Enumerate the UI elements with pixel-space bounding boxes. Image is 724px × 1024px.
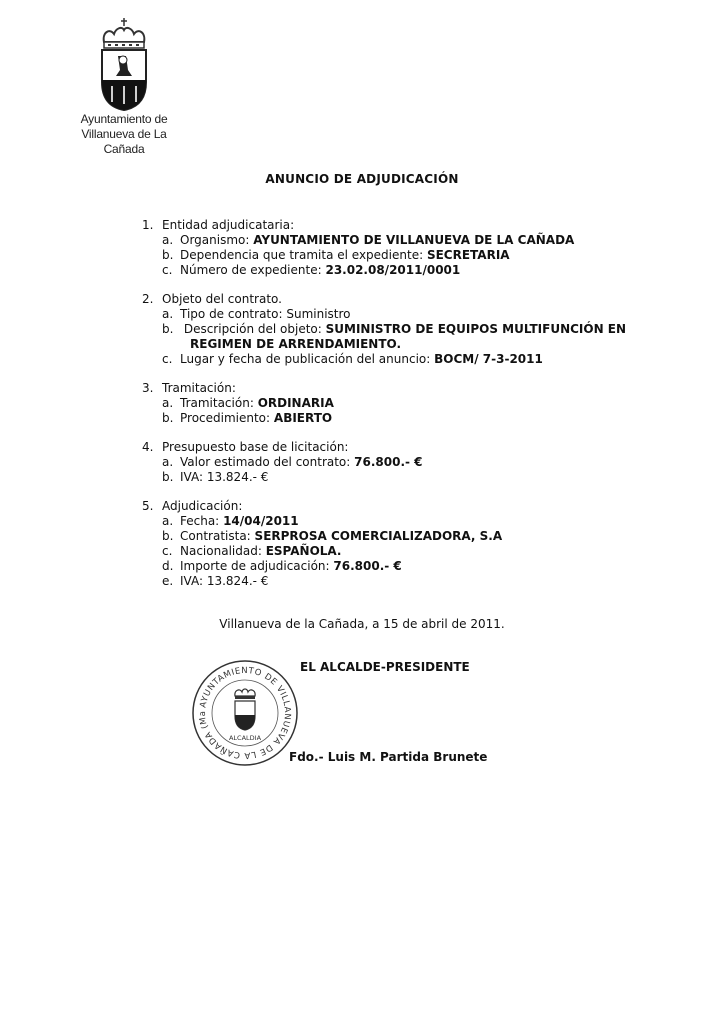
item-letter: b. (162, 248, 174, 262)
stamp-seal-icon (190, 658, 300, 768)
section-tramitacion (142, 381, 334, 426)
item-value: ORDINARIA (257, 396, 334, 410)
org-name-line2: Villanueva de La Cañada (81, 127, 167, 156)
coat-of-arms-icon (96, 16, 152, 112)
item-letter: a. (162, 396, 174, 410)
item-label: Descripción del objeto: (183, 322, 322, 336)
item-value: 76.800.- € (354, 455, 423, 469)
item-label: IVA: 13.824.- € (180, 574, 269, 588)
stamp-ring-text: AYUNTAMIENTO DE VILLANUEVA DE LA CAÑADA (Ma (197, 665, 293, 761)
section-heading: Tramitación: (162, 381, 236, 395)
item-letter: a. (162, 307, 174, 321)
item-letter: c. (162, 544, 173, 558)
section-number: 2. (142, 292, 154, 306)
item-value-continued: REGIMEN DE ARRENDAMIENTO. (190, 337, 402, 351)
item-label: Contratista: (180, 529, 251, 543)
item-label: Valor estimado del contrato: (180, 455, 351, 469)
item-value: 76.800.- € (333, 559, 402, 573)
item-value: 14/04/2011 (223, 514, 299, 528)
page-title: ANUNCIO DE ADJUDICACIÓN (265, 172, 459, 186)
item-label: Importe de adjudicación: (180, 559, 330, 573)
item-label: Dependencia que tramita el expediente: (180, 248, 424, 262)
item-letter: b. (162, 322, 174, 336)
item-letter: a. (162, 514, 174, 528)
section-number: 4. (142, 440, 154, 454)
item-label: Organismo: (180, 233, 250, 247)
item-value: AYUNTAMIENTO DE VILLANUEVA DE LA CAÑADA (253, 233, 575, 247)
item-label: Tipo de contrato: (180, 307, 283, 321)
stamp-center-text: ALCALDIA (228, 734, 262, 742)
section-heading: Presupuesto base de licitación: (162, 440, 349, 454)
signatory-name: Fdo.- Luis M. Partida Brunete (289, 750, 488, 764)
item-label: Fecha: (180, 514, 220, 528)
item-label: Lugar y fecha de publicación del anuncio: (180, 352, 431, 366)
item-letter: a. (162, 233, 174, 247)
item-value: SERPROSA COMERCIALIZADORA, S.A (254, 529, 503, 543)
item-value: SECRETARIA (426, 248, 510, 262)
municipal-logo (62, 16, 186, 157)
section-entidad (142, 218, 574, 278)
item-letter: e. (162, 574, 174, 588)
item-value: 23.02.08/2011/0001 (325, 263, 461, 277)
item-letter: b. (162, 411, 174, 425)
section-number: 5. (142, 499, 154, 513)
item-value: ESPAÑOLA. (265, 544, 342, 558)
item-letter: b. (162, 470, 174, 484)
item-value: ABIERTO (273, 411, 333, 425)
item-letter: c. (162, 352, 173, 366)
item-label: IVA: 13.824.- € (180, 470, 269, 484)
item-label: Procedimiento: (180, 411, 271, 425)
item-value: SUMINISTRO DE EQUIPOS MULTIFUNCIÓN EN (325, 322, 627, 336)
item-letter: b. (162, 529, 174, 543)
official-stamp (190, 658, 300, 772)
section-heading: Adjudicación: (162, 499, 243, 513)
section-number: 1. (142, 218, 154, 232)
item-value: BOCM/ 7-3-2011 (434, 352, 543, 366)
item-letter: c. (162, 263, 173, 277)
item-label: Número de expediente: (180, 263, 322, 277)
item-letter: d. (162, 559, 174, 573)
item-label: Tramitación: (180, 396, 254, 410)
section-heading: Entidad adjudicataria: (162, 218, 295, 232)
section-number: 3. (142, 381, 154, 395)
org-name-line1: Ayuntamiento de (80, 112, 168, 126)
place-date: Villanueva de la Cañada, a 15 de abril de 2011. (219, 617, 505, 631)
item-value: Suministro (286, 307, 351, 321)
item-label: Nacionalidad: (180, 544, 262, 558)
section-objeto (142, 292, 626, 367)
section-heading: Objeto del contrato. (162, 292, 282, 306)
item-letter: a. (162, 455, 174, 469)
signatory-role: EL ALCALDE-PRESIDENTE (300, 660, 470, 674)
section-adjudicacion (142, 499, 502, 589)
section-presupuesto (142, 440, 423, 485)
